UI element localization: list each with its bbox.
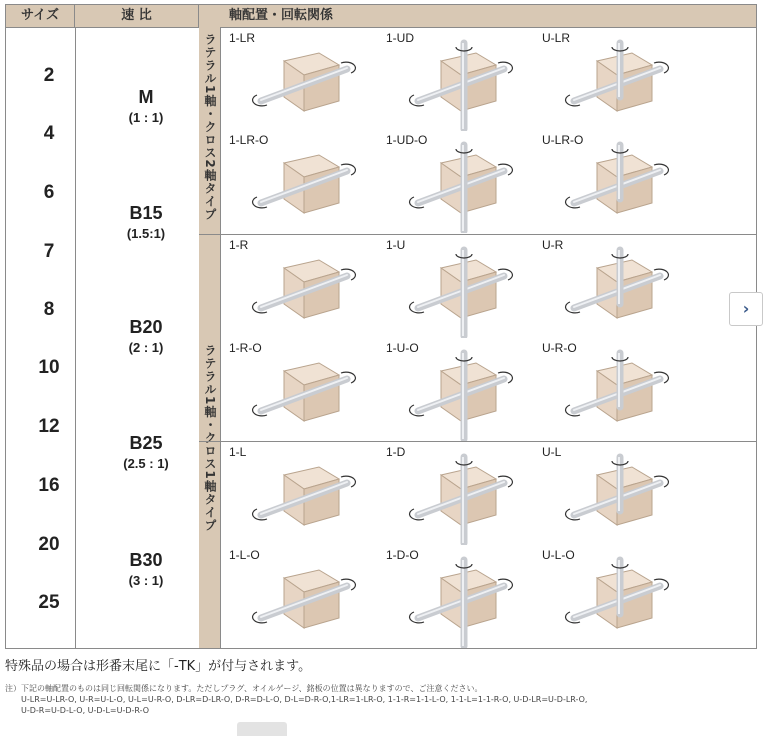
arrangement-cell [229,238,384,336]
arrangement-cell [542,445,697,543]
arrangement-code: 1-UD-O [386,133,428,147]
header-arrangement: 軸配置・回転関係 [229,8,334,23]
column-divider [75,27,76,648]
arrangement-code: 1-U-O [386,341,419,355]
group-divider [199,234,756,235]
size-value: 8 [43,299,55,320]
next-button[interactable] [729,292,763,326]
arrangement-code: 1-R-O [229,341,262,355]
size-value: 25 [38,592,60,613]
ratio-value: (1 : 1) [128,110,164,125]
table-header [6,5,756,28]
arrangement-code: 1-L-O [229,548,260,562]
arrangement-code: 1-D [386,445,406,459]
arrangement-code: U-LR [542,31,571,45]
gearbox-diagram [406,556,516,648]
gearbox-diagram [406,141,516,233]
gearbox-diagram [249,141,359,233]
arrangement-cell [386,548,541,646]
gearbox-diagram [562,453,672,545]
arrangement-code: U-L [542,445,562,459]
arrangement-code: 1-L [229,445,247,459]
chevron-right-icon: › [742,299,750,318]
arrangement-code: 1-R [229,238,249,252]
arrangement-code: U-R [542,238,564,252]
size-value: 2 [43,65,55,86]
special-order-note: 特殊品の場合は形番末尾に「-TK」が付与されます。 [5,659,312,674]
header-ratio: 速 比 [75,5,199,27]
ratio-code: B20 [129,317,163,337]
gearbox-diagram [249,556,359,648]
ratio-code: B25 [129,433,163,453]
arrangement-cell [542,548,697,646]
arrangement-code: 1-UD [386,31,415,45]
group-strip [199,27,221,234]
arrangement-cell [229,548,384,646]
gearbox-diagram [562,556,672,648]
arrangement-code: U-L-O [542,548,575,562]
gearbox-diagram [562,39,672,131]
group-label: ラテラル1軸・クロス1軸タイプ [203,344,217,532]
footnote [5,683,587,716]
size-value: 20 [38,534,60,555]
arrangement-code: 1-D-O [386,548,419,562]
footnote-line: U-LR=U-LR-O, U-R=U-L-O, U-L=U-R-O, D-LR=D-LR-O, D-R=D-L-O, D-L=D-R-O,1-LR=1-LR-O, 1-1-R=1-1-L-O, 1-1-L=1-1-R-O, U-D-LR=U-D-LR-O, [21,695,588,704]
arrangement-code: U-R-O [542,341,577,355]
gearbox-diagram [249,39,359,131]
arrangement-cell [229,133,384,231]
arrangement-cell [386,238,541,336]
ratio-value: (2 : 1) [128,340,164,355]
arrangement-cell [229,445,384,543]
ratio-code: M [138,87,154,107]
arrangement-cell [386,341,541,439]
arrangement-code: 1-LR-O [229,133,269,147]
footnote-line: U-D-R=U-D-L-O, U-D-L=U-D-R-O [21,706,150,715]
footnote-line: 注）下記の軸配置のものは同じ回転関係になります。ただしプラグ、オイルゲージ、銘板の位置は異なりますので、ご注意ください。 [5,684,483,693]
ratio-value: (1.5:1) [126,226,166,241]
gearbox-diagram [249,349,359,441]
ratio-code: B30 [129,550,163,570]
arrangement-cell [542,341,697,439]
ratio-value: (3 : 1) [128,573,164,588]
header-size: サイズ [6,5,75,27]
gearbox-diagram [249,453,359,545]
size-value: 4 [43,123,55,144]
arrangement-cell [542,238,697,336]
arrangement-cell [386,31,541,129]
gearbox-diagram [249,246,359,338]
arrangement-cell [386,133,541,231]
arrangement-cell [229,31,384,129]
size-value: 7 [43,241,55,262]
gearbox-diagram [406,453,516,545]
arrangement-cell [542,31,697,129]
ratio-value: (2.5 : 1) [123,456,169,471]
arrangement-code: U-LR-O [542,133,584,147]
arrangement-table [5,4,757,649]
arrangement-code: 1-U [386,238,406,252]
gearbox-diagram [406,246,516,338]
scroll-to-top-button[interactable] [237,722,287,736]
gearbox-diagram [406,39,516,131]
group-label: ラテラル1軸・クロス2軸タイプ [203,33,217,221]
gearbox-diagram [406,349,516,441]
gearbox-diagram [562,246,672,338]
arrangement-cell [542,133,697,231]
size-value: 16 [38,475,60,496]
size-value: 6 [43,182,55,203]
ratio-code: B15 [129,203,163,223]
gearbox-diagram [562,349,672,441]
size-value: 12 [38,416,60,437]
arrangement-cell [229,341,384,439]
arrangement-code: 1-LR [229,31,256,45]
gearbox-diagram [562,141,672,233]
size-value: 10 [38,357,60,378]
arrangement-cell [386,445,541,543]
group-divider [199,441,756,442]
